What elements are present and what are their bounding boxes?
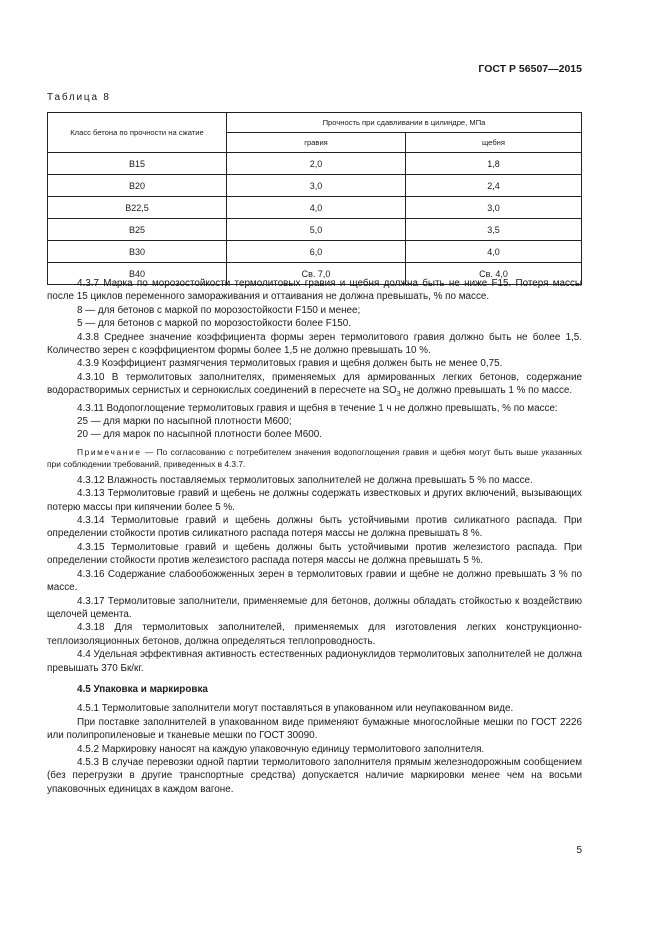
clause-4-3-14: 4.3.14 Термолитовые гравий и щебень должны быть устойчивыми против силикатного распада. При определении стойкости против силикатного распада потеря массы не должна превышать 8 %.	[47, 515, 582, 540]
document-body	[47, 277, 582, 796]
cell-class: B22,5	[48, 197, 227, 219]
clause-4-3-10-text-a: 4.3.10 В термолитовых заполнителях, применяемых для армированных легких бетонов, содержание водорастворимых сернистых и сернокислых соединений в пересчете на SO	[47, 371, 582, 397]
cell-gravel: Св. 7,0	[227, 263, 406, 285]
table-row	[48, 153, 582, 175]
clause-4-4: 4.4 Удельная эффективная активность естественных радионуклидов термолитовых заполнителей не должна превышать 370 Бк/кг.	[47, 649, 582, 674]
table-row	[48, 197, 582, 219]
clause-4-5-2: 4.5.2 Маркировку наносят на каждую упаковочную единицу термолитового заполнителя.	[77, 743, 485, 755]
table-row	[48, 219, 582, 241]
page-number: 5	[576, 845, 582, 856]
cell-class: B30	[48, 241, 227, 263]
list-item: 25 — для марки по насыпной плотности M600;	[77, 416, 292, 428]
col-header-group: Прочность при сдавливании в цилиндре, МПа	[227, 113, 582, 133]
note-label: Примечание	[77, 446, 142, 457]
col-header-crushed: щебня	[406, 133, 582, 153]
clause-4-5-3: 4.5.3 В случае перевозки одной партии термолитового заполнителя прямым железнодорожным сообщением (без перегрузки в другие транспортные средства) допускается наличие маркировки менее чем на восьми упаковочных единицах в каждом вагоне.	[47, 756, 582, 795]
cell-gravel: 4,0	[227, 197, 406, 219]
col-header-class: Класс бетона по прочности на сжатие	[48, 113, 227, 153]
cell-gravel: 2,0	[227, 153, 406, 175]
clause-4-3-17: 4.3.17 Термолитовые заполнители, применяемые для бетонов, должны обладать стойкостью к воздействию щелочей цемента.	[47, 595, 582, 620]
list-item: 8 — для бетонов с маркой по морозостойкости F150 и менее;	[77, 304, 361, 316]
clause-4-3-12: 4.3.12 Влажность поставляемых термолитовых заполнителей не должна превышать 5 % по массе.	[77, 474, 533, 486]
table-row	[48, 175, 582, 197]
cell-crushed: 1,8	[406, 153, 582, 175]
list-item: 5 — для бетонов с маркой по морозостойкости более F150.	[77, 318, 351, 330]
note	[47, 446, 582, 470]
cell-class: B15	[48, 153, 227, 175]
cell-crushed: 2,4	[406, 175, 582, 197]
clause-4-3-15: 4.3.15 Термолитовые гравий и щебень должны быть устойчивыми против железистого распада. При определении стойкости против железистого распада потеря массы не должна превышать 5 %.	[47, 541, 582, 567]
cell-class: B20	[48, 175, 227, 197]
clause-4-3-10	[47, 371, 582, 402]
cell-crushed: Св. 4,0	[406, 263, 582, 285]
cell-crushed: 4,0	[406, 241, 582, 263]
section-heading: 4.5 Упаковка и маркировка	[77, 683, 208, 695]
clause-4-5-1: 4.5.1 Термолитовые заполнители могут поставляться в упакованном или неупакованном виде.	[77, 703, 514, 715]
clause-4-5-1-b: При поставке заполнителей в упакованном виде применяют бумажные многослойные мешки по ГОСТ 2226 или полипропиленовые и тканевые мешки по ГОСТ 30090.	[47, 716, 582, 742]
cell-class: B40	[48, 263, 227, 285]
clause-4-3-18: 4.3.18 Для термолитовых заполнителей, применяемых для изготовления легких конструкционно-теплоизоляционных бетонов, должна определяться теплопроводность.	[47, 622, 582, 647]
clause-4-3-16: 4.3.16 Содержание слабообожженных зерен в термолитовых гравии и щебне не должно превышать 3 % по массе.	[47, 568, 582, 594]
cell-crushed: 3,5	[406, 219, 582, 241]
cell-class: B25	[48, 219, 227, 241]
clause-4-3-11: 4.3.11 Водопоглощение термолитовых гравия и щебня в течение 1 ч не должно превышать, % по массе:	[77, 402, 558, 414]
note-text: — По согласованию с потребителем значения водопоглощения гравия и щебня могут быть выше указанных при соблюдении требований, приведенных в 4.3.7.	[47, 446, 582, 469]
cell-crushed: 3,0	[406, 197, 582, 219]
cell-gravel: 3,0	[227, 175, 406, 197]
subscript: 3	[396, 391, 401, 399]
strength-table	[47, 112, 582, 285]
col-header-gravel: гравия	[227, 133, 406, 153]
table-caption: Таблица 8	[47, 92, 111, 103]
clause-4-3-9: 4.3.9 Коэффициент размягчения термолитовых гравия и щебня должен быть не менее 0,75.	[77, 358, 503, 370]
cell-gravel: 6,0	[227, 241, 406, 263]
table-row	[48, 241, 582, 263]
clause-4-3-7: 4.3.7 Марка по морозостойкости термолитовых гравия и щебня должна быть не ниже F15. Потеря массы после 15 циклов переменного замораживания и оттаивания не должна превышать, % по массе.	[47, 278, 582, 303]
document-code: ГОСТ Р 56507—2015	[478, 63, 582, 75]
list-item: 20 — для марок по насыпной плотности более M600.	[77, 429, 322, 441]
clause-4-3-10-text-b: не должно превышать 1 % по массе.	[400, 385, 573, 397]
clause-4-3-8: 4.3.8 Среднее значение коэффициента формы зерен термолитового гравия должно быть не более 1,5. Количество зерен с коэффициентом формы более 1,5 не должно превышать 10 %.	[47, 331, 582, 357]
cell-gravel: 5,0	[227, 219, 406, 241]
clause-4-3-13: 4.3.13 Термолитовые гравий и щебень не должны содержать известковых и других включений, вызывающих потерю массы при кипячении более 5 %.	[47, 488, 582, 513]
